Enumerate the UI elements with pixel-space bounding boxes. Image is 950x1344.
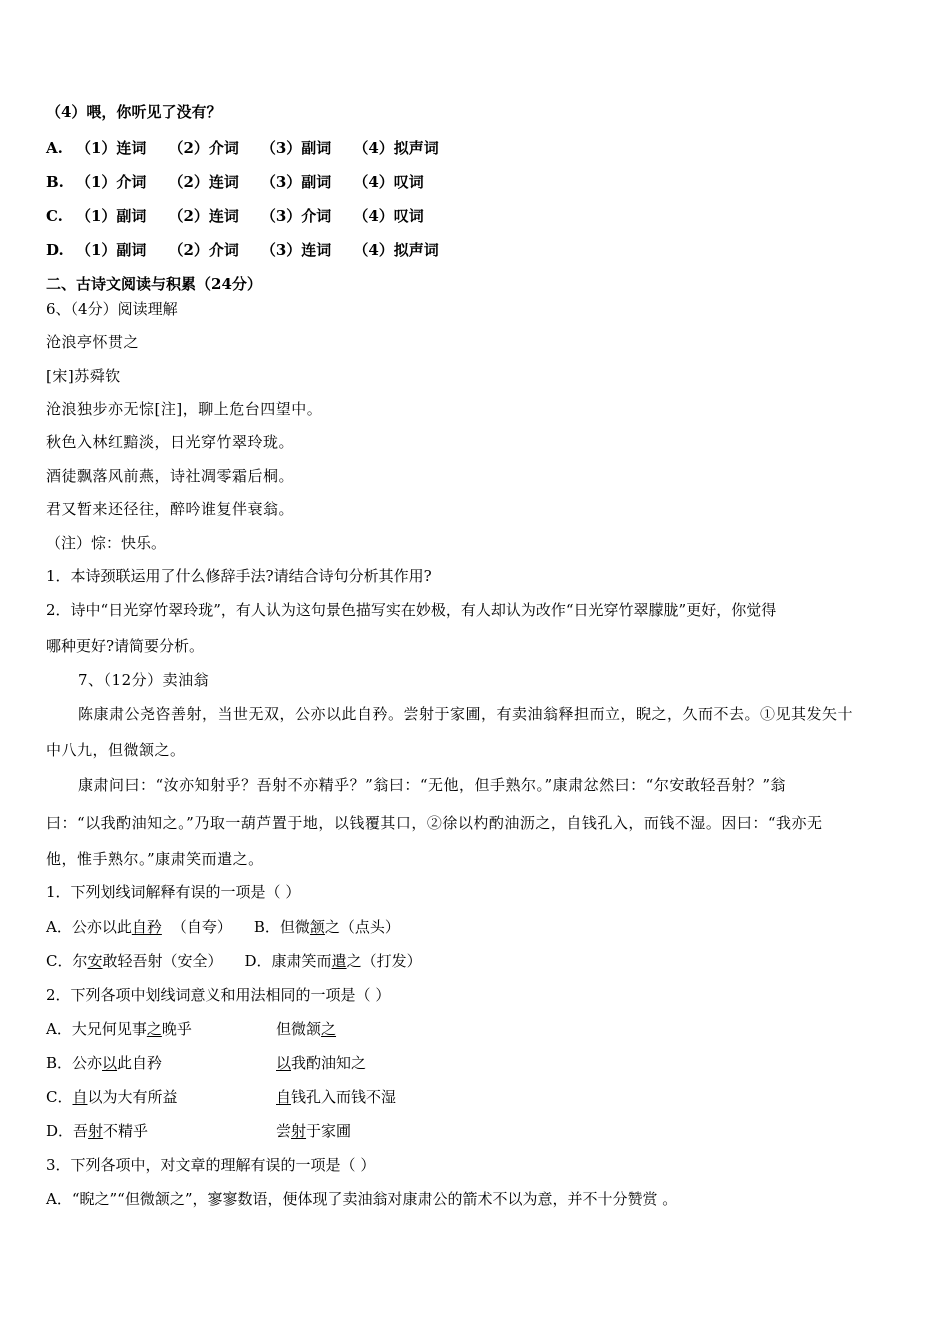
q7-paragraph-1: 陈康肃公尧咨善射，当世无双，公亦以此自矜。尝射于家圃，有卖油翁释担而立，睨之，久而不去。①见其发矢十 [78, 705, 854, 723]
q5-item4: （4）喂，你听见了没有？ [46, 103, 222, 121]
q7-paragraph-2-end: 他，惟手熟尔。”康肃笑而遣之。 [46, 850, 264, 868]
q7-sub2-option-d[interactable]: D．吾射不精乎 尝射于家圃 [46, 1122, 352, 1140]
q5-option-a[interactable]: A. （1）连词 （2）介词 （3）副词 （4）拟声词 [46, 139, 439, 157]
poem-line: 君又暂来还径往，醉吟谁复伴衰翁。 [46, 500, 295, 518]
q7-sub2-stem: 2．下列各项中划线词意义和用法相同的一项是（ ） [46, 986, 391, 1004]
poem-line: 沧浪独步亦无悰[注]，聊上危台四望中。 [46, 400, 323, 418]
q6-question-2-cont: 哪种更好?请简要分析。 [46, 637, 205, 655]
q7-sub1-option-c-d[interactable]: C．尔安敢轻吾射（安全） D．康肃笑而遣之（打发） [46, 952, 422, 970]
q7-sub2-option-c[interactable]: C．自以为大有所益 自钱孔入而钱不湿 [46, 1088, 397, 1106]
q7-sub3-option-a[interactable]: A．“睨之”“但微颔之”，寥寥数语，便体现了卖油翁对康肃公的箭术不以为意，并不十分赞赏 。 [46, 1190, 678, 1208]
section-title: 二、古诗文阅读与积累（24分） [46, 275, 262, 293]
q7-paragraph-1-cont: 中八九，但微颔之。 [46, 741, 186, 759]
q5-option-c[interactable]: C. （1）副词 （2）连词 （3）介词 （4）叹词 [46, 207, 424, 225]
poem-title: 沧浪亭怀贯之 [46, 333, 140, 351]
q6-heading: 6、（4分）阅读理解 [46, 300, 178, 318]
q6-question-2: 2．诗中“日光穿竹翠玲珑”，有人认为这句景色描写实在妙极，有人却认为改作“日光穿竹翠朦胧”更好，你觉得 [46, 601, 777, 619]
q6-question-1: 1．本诗颈联运用了什么修辞手法?请结合诗句分析其作用? [46, 567, 432, 585]
poem-note: （注）悰：快乐。 [46, 534, 167, 552]
q7-sub1-stem: 1．下列划线词解释有误的一项是（ ） [46, 883, 301, 901]
q5-option-b[interactable]: B. （1）介词 （2）连词 （3）副词 （4）叹词 [46, 173, 424, 191]
q7-heading: 7、（12分）卖油翁 [78, 671, 210, 689]
q7-paragraph-2-cont: 曰：“以我酌油知之。”乃取一葫芦置于地，以钱覆其口，②徐以杓酌油沥之，自钱孔入，而钱不湿。因曰：“我亦无 [46, 814, 823, 832]
q7-sub3-stem: 3．下列各项中，对文章的理解有误的一项是（ ） [46, 1156, 376, 1174]
q7-paragraph-2: 康肃问曰：“汝亦知射乎？吾射不亦精乎？”翁曰：“无他，但手熟尔。”康肃忿然曰：“尔安敢轻吾射？”翁 [78, 776, 787, 794]
q7-sub1-option-a-b[interactable]: A．公亦以此自矜 （自夸） B．但微颔之（点头） [46, 918, 400, 936]
q7-sub2-option-a[interactable]: A．大兄何见事之晚乎 但微颔之 [46, 1020, 337, 1038]
poem-line: 酒徒飘落风前燕，诗社凋零霜后桐。 [46, 467, 295, 485]
q5-option-d[interactable]: D. （1）副词 （2）介词 （3）连词 （4）拟声词 [46, 241, 439, 259]
poem-line: 秋色入林红黯淡，日光穿竹翠玲珑。 [46, 433, 295, 451]
q7-sub2-option-b[interactable]: B．公亦以此自矜 以我酌油知之 [46, 1054, 367, 1072]
poem-author: [宋]苏舜钦 [46, 367, 121, 385]
